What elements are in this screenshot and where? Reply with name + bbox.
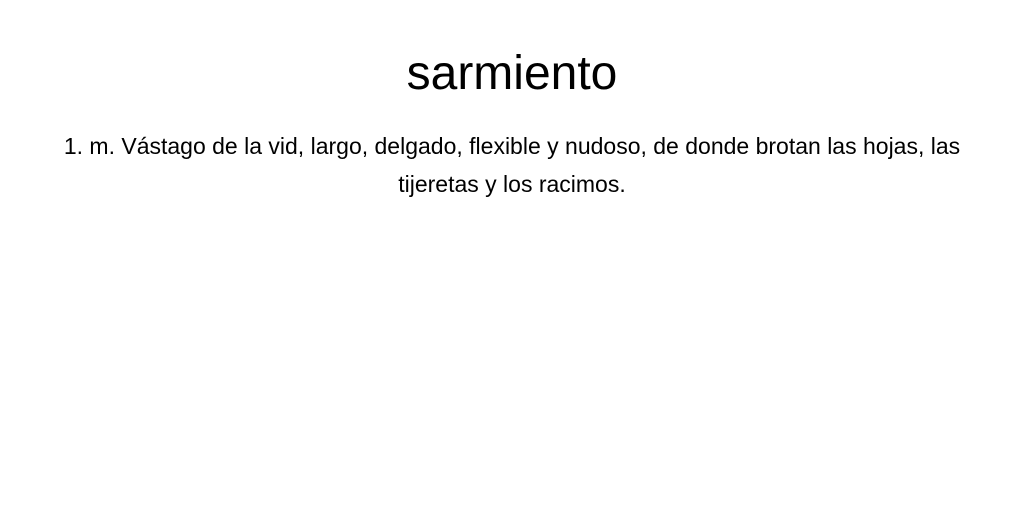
- headword-title: sarmiento: [406, 47, 618, 100]
- definition-text: 1. m. Vástago de la vid, largo, delgado, flexible y nudoso, de donde brotan las hojas, las tijeretas y los racimos.: [63, 133, 961, 197]
